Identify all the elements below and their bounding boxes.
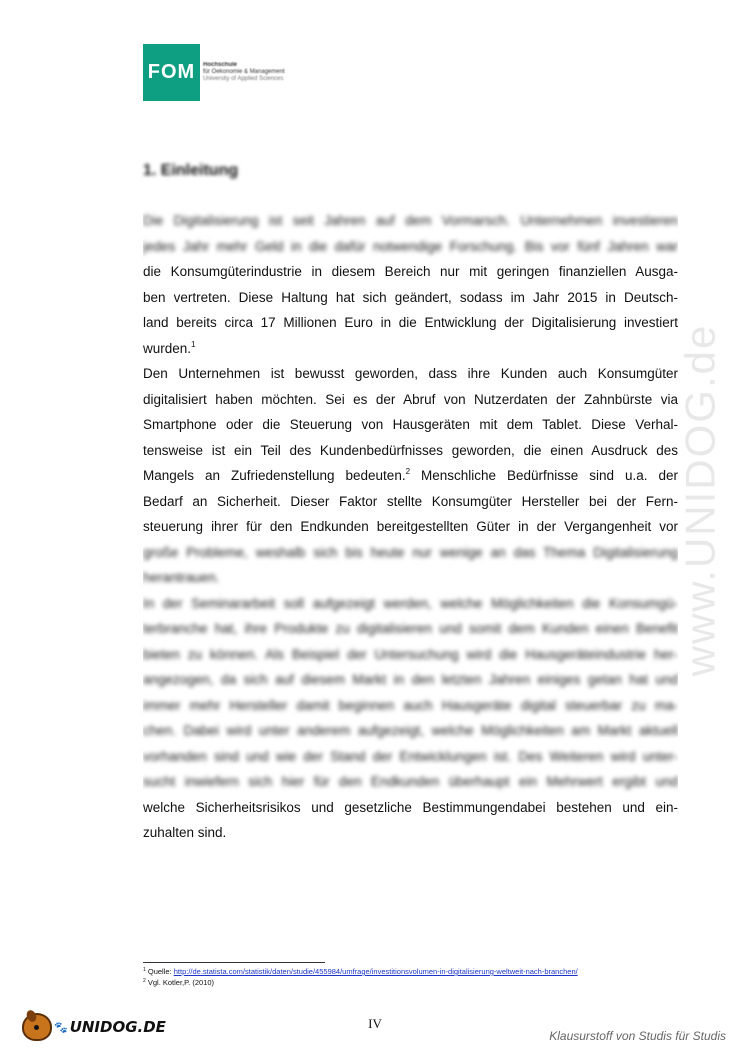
text-line-text: wurden. xyxy=(143,340,192,356)
text-line-text: welche Sicherheitsrisikos und gesetzliche Bestimmungendabei bestehen und ein- xyxy=(143,799,678,815)
text-line xyxy=(143,514,678,540)
fom-logo xyxy=(143,44,285,101)
paw-icon: 🐾 xyxy=(54,1021,68,1034)
fom-logo-line2: für Oekonomie & Management xyxy=(203,69,285,75)
text-line xyxy=(143,616,678,642)
fom-logo-mark: FOM xyxy=(143,44,200,101)
text-line xyxy=(143,565,678,591)
text-line-text: ben vertreten. Diese Haltung hat sich geändert, sodass im Jahr 2015 in Deutsch- xyxy=(143,289,678,305)
text-line-text: terbranche hat, ihre Produkte zu digitalisieren und somit dem Kunden einen Benefit xyxy=(143,621,678,636)
footnote-1-label: Quelle: xyxy=(147,967,174,976)
text-line-content xyxy=(143,336,678,362)
text-line xyxy=(143,285,678,311)
text-line xyxy=(143,820,678,846)
text-line-content xyxy=(143,438,678,464)
text-line-content xyxy=(143,591,678,617)
text-line-text: zuhalten sind. xyxy=(143,825,227,840)
text-line xyxy=(143,667,678,693)
page-number: IV xyxy=(368,1016,382,1031)
body-text xyxy=(143,208,678,846)
text-line-text: digitalisiert haben möchten. Sei es der Abruf von Nutzerdaten der Zahnbürste via xyxy=(143,391,678,407)
text-line xyxy=(143,591,678,617)
footnote-2 xyxy=(143,977,578,988)
brand-name: UNIDOG.DE xyxy=(69,1018,166,1036)
text-line-text: Bedarf an Sicherheit. Dieser Faktor stellte Konsumgüter Hersteller bei der Fern- xyxy=(143,493,678,509)
text-line-content xyxy=(143,285,678,311)
footnote-2-text: Vgl. Kotler,P. (2010) xyxy=(147,978,215,987)
text-line xyxy=(143,336,678,362)
text-line-content xyxy=(143,642,678,668)
text-line-content xyxy=(143,514,678,540)
text-line-content xyxy=(143,361,678,387)
text-line xyxy=(143,769,678,795)
text-line xyxy=(143,463,678,489)
text-line-text: chen. Dabei wird unter anderem aufgezeigt, welche Möglichkeiten am Markt aktuell xyxy=(143,723,678,738)
text-line-content xyxy=(143,565,678,591)
text-line-text: jedes Jahr mehr Geld in die dafür notwendige Forschung. Bis vor fünf Jahren war xyxy=(143,238,678,254)
text-line-text: Den Unternehmen ist bewusst geworden, dass ihre Kunden auch Konsumgüter xyxy=(143,366,678,381)
text-line-text: Die Digitalisierung ist seit Jahren auf dem Vormarsch. Unternehmen investieren xyxy=(143,213,678,228)
footnote-reference[interactable]: 1 xyxy=(191,339,196,349)
text-line xyxy=(143,412,678,438)
text-line-content xyxy=(143,463,678,489)
watermark xyxy=(676,270,724,730)
text-line xyxy=(143,540,678,566)
text-line-content xyxy=(143,310,678,336)
text-line xyxy=(143,310,678,336)
text-line-text: große Probleme, weshalb sich bis heute nur wenige an das Thema Digitalisierung xyxy=(143,544,678,560)
fom-logo-line3: University of Applied Sciences xyxy=(203,76,284,82)
footnotes xyxy=(143,966,578,988)
dog-mascot-icon xyxy=(22,1013,52,1041)
fom-logo-line1: Hochschule xyxy=(203,62,238,68)
text-line-text: angezogen, da sich auf diesem Markt in den letzten Jahren einiges getan hat und xyxy=(143,672,678,687)
footnote-1 xyxy=(143,966,578,977)
footnote-1-link[interactable]: http://de.statista.com/statistik/daten/studie/455984/umfrage/investitionsvolumen-in-digitalisierung-weltweit-nach-branchen/ xyxy=(173,967,578,976)
text-line-continuation: Menschliche Bedürfnisse sind u.a. der xyxy=(410,468,678,483)
section-heading: 1. Einleitung xyxy=(143,162,239,179)
unidog-brand xyxy=(22,1013,166,1041)
text-line-content xyxy=(143,387,678,413)
text-line-content xyxy=(143,718,678,744)
text-line xyxy=(143,744,678,770)
footnote-reference[interactable]: 2 xyxy=(405,467,411,476)
text-line-text: Mangels an Zufriedenstellung bedeuten. xyxy=(143,468,406,483)
text-line-content xyxy=(143,208,678,234)
footnote-divider xyxy=(143,962,325,963)
text-line-text: herantrauen. xyxy=(143,570,220,585)
brand-tagline: Klausurstoff von Studis für Studis xyxy=(549,1029,726,1043)
text-line-text: vorhanden sind und wie der Stand der Entwicklungen ist. Des Weiteren wird unter- xyxy=(143,748,678,764)
text-line-content xyxy=(143,693,678,719)
text-line xyxy=(143,718,678,744)
text-line-text: steuerung ihrer für den Endkunden bereitgestellten Güter in der Vergangenheit vor xyxy=(143,519,678,534)
text-line xyxy=(143,795,678,821)
text-line-text: bieten zu können. Als Beispiel der Untersuchung wird die Hausgeräteindustrie her- xyxy=(143,646,678,662)
text-line xyxy=(143,693,678,719)
text-line xyxy=(143,438,678,464)
text-line xyxy=(143,259,678,285)
text-line-text: Smartphone oder die Steuerung von Hausgeräten mit dem Tablet. Diese Verhal- xyxy=(143,417,678,432)
text-line-content xyxy=(143,744,678,770)
text-line-text: land bereits circa 17 Millionen Euro in die Entwicklung der Digitalisierung investiert xyxy=(143,315,678,330)
text-line-text: die Konsumgüterindustrie in diesem Bereich nur mit geringen finanziellen Ausga- xyxy=(143,264,678,279)
text-line xyxy=(143,489,678,515)
text-line-content xyxy=(143,412,678,438)
footnote-2-number: 2 xyxy=(143,978,146,984)
text-line-content xyxy=(143,234,678,260)
text-line-content xyxy=(143,489,678,515)
text-line-text: immer mehr Hersteller damit beginnen auch Hausgeräte digital steuerbar zu ma- xyxy=(143,697,678,713)
text-line-text: In der Seminararbeit soll aufgezeigt werden, welche Möglichkeiten die Konsumgü- xyxy=(143,595,678,611)
text-line-content xyxy=(143,820,678,846)
text-line-text: sucht inwiefern sich hier für den Endkunden überhaupt ein Mehrwert ergibt und xyxy=(143,774,678,789)
text-line-content xyxy=(143,259,678,285)
fom-logo-text xyxy=(203,62,285,83)
text-line-content xyxy=(143,769,678,795)
text-line xyxy=(143,208,678,234)
text-line xyxy=(143,387,678,413)
text-line-text: tensweise ist ein Teil des Kundenbedürfnisses geworden, die einen Ausdruck des xyxy=(143,442,678,458)
text-line xyxy=(143,642,678,668)
text-line-content xyxy=(143,540,678,566)
text-line-content xyxy=(143,667,678,693)
text-line xyxy=(143,234,678,260)
text-line xyxy=(143,361,678,387)
text-line-content xyxy=(143,616,678,642)
text-line-content xyxy=(143,795,678,821)
footnote-1-number: 1 xyxy=(143,967,146,973)
watermark-text: www.UNIDOG.de xyxy=(676,323,724,677)
